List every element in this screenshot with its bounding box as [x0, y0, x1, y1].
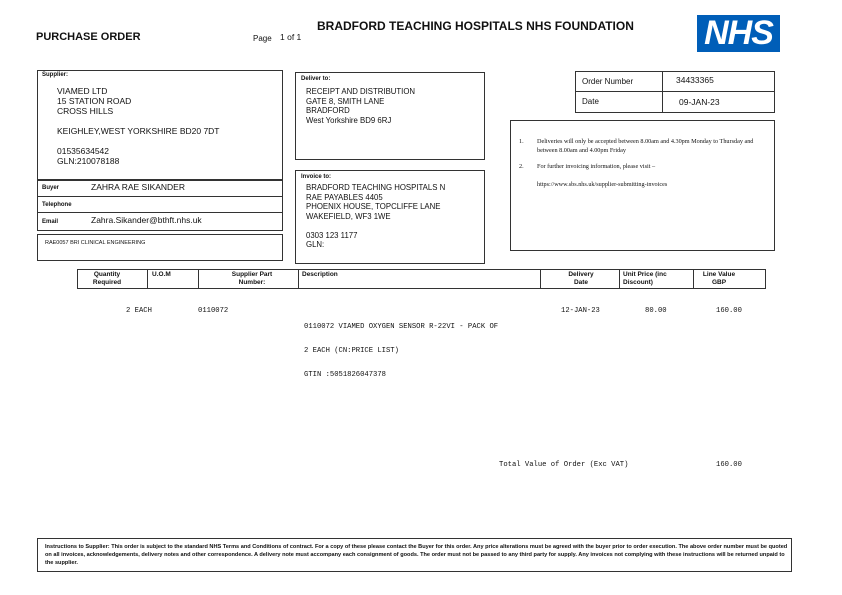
- total-label: Total Value of Order (Exc VAT): [499, 461, 629, 469]
- row-description-line: GTIN :5051826047378: [304, 371, 386, 379]
- divider: [198, 269, 199, 289]
- note-link: https://www.sbs.nhs.uk/supplier-submitting-invoices: [537, 181, 668, 188]
- order-number-label: Order Number: [582, 77, 634, 86]
- deliver-to-line: RECEIPT AND DISTRIBUTION: [306, 87, 416, 96]
- organisation-name: BRADFORD TEACHING HOSPITALS NHS FOUNDATION: [317, 19, 634, 33]
- supplier-address: [57, 86, 220, 166]
- divider: [693, 269, 694, 289]
- divider: [37, 196, 283, 197]
- supplier-line: [57, 136, 220, 146]
- deliver-to-label: Deliver to:: [301, 76, 331, 82]
- supplier-line: GLN:210078188: [57, 156, 120, 166]
- divider: [147, 269, 148, 289]
- invoice-to-label: Invoice to:: [301, 174, 332, 180]
- invoice-to-line: BRADFORD TEACHING HOSPITALS N: [306, 183, 446, 192]
- column-header-uom: U.O.M: [152, 271, 171, 278]
- buyer-label: Buyer: [42, 185, 60, 191]
- page-label: Page: [253, 34, 272, 43]
- divider: [619, 269, 620, 289]
- supplier-line: KEIGHLEY,WEST YORKSHIRE BD20 7DT: [57, 126, 220, 136]
- total-value: 160.00: [716, 461, 742, 469]
- column-header-line-value: Line Value GBP: [702, 271, 736, 286]
- invoice-to-line: PHOENIX HOUSE, TOPCLIFFE LANE: [306, 202, 441, 211]
- order-date-label: Date: [582, 97, 599, 106]
- row-description-line: 0110072 VIAMED OXYGEN SENSOR R-22VI - PACK OF: [304, 323, 499, 331]
- row-part-number: 0110072: [198, 307, 229, 315]
- row-description: [304, 307, 498, 395]
- column-header-description: Description: [302, 271, 338, 278]
- page-number: 1 of 1: [280, 32, 302, 42]
- column-header-delivery-date: Delivery Date: [568, 271, 594, 286]
- divider: [575, 91, 775, 92]
- column-header-quantity: Quantity Required: [92, 271, 122, 286]
- deliver-to-line: GATE 8, SMITH LANE: [306, 96, 385, 106]
- department-text: RAE0057 BRI CLINICAL ENGINEERING: [45, 240, 146, 246]
- invoice-to-line: WAKEFIELD, WF3 1WE: [306, 211, 391, 221]
- supplier-label: Supplier:: [42, 72, 69, 78]
- column-header-part-number: Supplier Part Number:: [231, 271, 273, 286]
- deliver-to-line: West Yorkshire BD9 6RJ: [306, 115, 392, 125]
- supplier-line: VIAMED LTD: [57, 86, 108, 96]
- divider: [37, 212, 283, 213]
- buyer-value: ZAHRA RAE SIKANDER: [91, 182, 185, 192]
- column-header-unit-price: Unit Price (inc Discount): [623, 271, 667, 286]
- order-number-value: 34433365: [676, 75, 714, 85]
- deliver-to-line: BRADFORD: [306, 106, 350, 115]
- note-text: Deliveries will only be accepted between 8.00am and 4.30pm Monday to Thursday and between 8.00am and 4.00pm Friday: [537, 138, 754, 154]
- note-number: 2.: [519, 163, 524, 170]
- note-text: For further invoicing information, please visit –: [537, 163, 656, 170]
- divider: [540, 269, 541, 289]
- note-number: 1.: [519, 138, 524, 145]
- instructions-to-supplier: Instructions to Supplier: This order is subject to the standard NHS Terms and Conditions of contract. For a copy of these please contact the Buyer for this order. Any price alterations must be agreed with the buyer prior to order execution. The above order number must be quoted on all invoices, acknowledgements, delivery notes and other correspondence. A delivery note must accompany each consignment of goods. The order must not be passed to any third party for supply. Any invoices not complying with these instructions will be returned unpaid to the supplier.: [45, 544, 788, 566]
- invoice-to-line: [306, 221, 445, 231]
- document-title: PURCHASE ORDER: [36, 31, 141, 43]
- department-box: [37, 234, 283, 261]
- email-label: Email: [42, 219, 59, 225]
- row-delivery-date: 12-JAN-23: [561, 307, 600, 315]
- invoice-to-address: [306, 183, 445, 250]
- telephone-label: Telephone: [42, 202, 72, 208]
- divider: [298, 269, 299, 289]
- nhs-logo: NHS: [697, 15, 780, 52]
- supplier-line: CROSS HILLS: [57, 106, 114, 116]
- row-unit-price: 80.00: [645, 307, 667, 315]
- order-date-value: 09-JAN-23: [679, 97, 720, 107]
- supplier-line: 01535634542: [57, 146, 110, 156]
- invoice-to-line: GLN:: [306, 240, 325, 249]
- deliver-to-address: [306, 87, 415, 125]
- row-description-line: 2 EACH (CN:PRICE LIST): [304, 347, 399, 355]
- divider: [662, 71, 663, 113]
- invoice-to-line: 0303 123 1177: [306, 230, 358, 240]
- supplier-line: 15 STATION ROAD: [57, 96, 132, 106]
- invoice-to-line: RAE PAYABLES 4405: [306, 192, 383, 202]
- email-value: Zahra.Sikander@bthft.nhs.uk: [91, 215, 202, 225]
- row-quantity-uom: 2 EACH: [126, 307, 152, 315]
- supplier-line: [57, 116, 220, 126]
- row-line-value: 160.00: [716, 307, 742, 315]
